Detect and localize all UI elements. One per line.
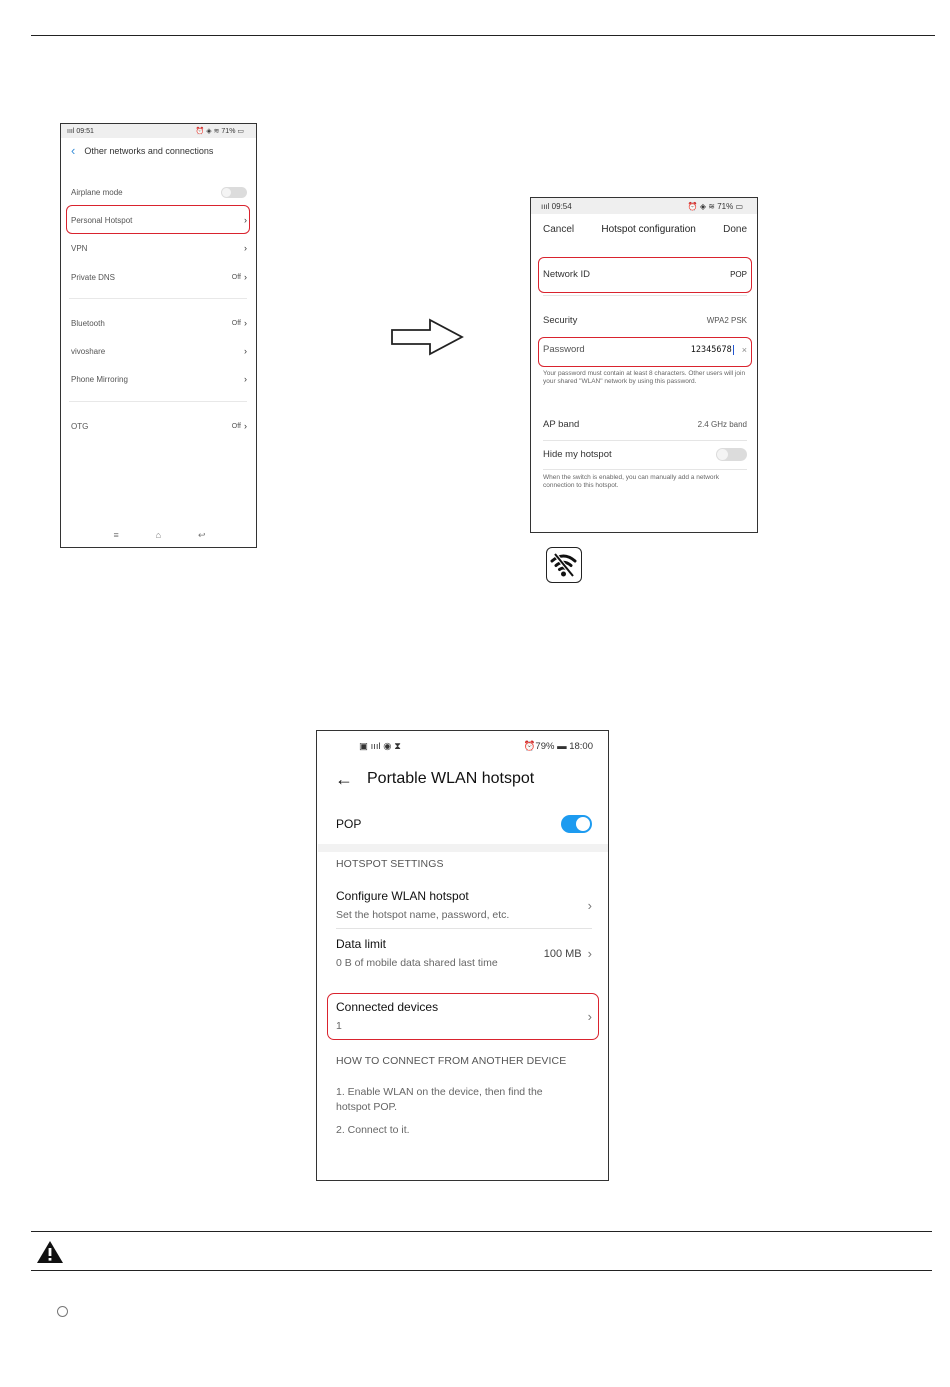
status-time: 09:54 bbox=[551, 201, 572, 211]
status-icons: ⏰ ◈ ≋ bbox=[687, 201, 718, 211]
divider bbox=[543, 469, 747, 470]
phone-screenshot-network-settings bbox=[60, 123, 257, 548]
row-label: OTG bbox=[71, 421, 89, 431]
item-subtitle: 0 B of mobile data shared last time bbox=[336, 957, 498, 969]
highlight-password bbox=[538, 337, 752, 367]
row-label: AP band bbox=[543, 419, 580, 430]
row-label: Password bbox=[543, 344, 585, 355]
signal-icon: ıııl bbox=[541, 201, 552, 211]
phone-screenshot-portable-hotspot bbox=[316, 730, 609, 1181]
page-header bbox=[335, 770, 534, 788]
hide-hotspot-toggle[interactable] bbox=[716, 448, 747, 461]
row-label: Private DNS bbox=[71, 272, 116, 282]
highlight-network-id bbox=[538, 257, 752, 293]
chevron-right-icon: › bbox=[244, 346, 247, 356]
status-bar bbox=[531, 198, 757, 214]
item-title: Data limit bbox=[336, 937, 387, 951]
top-rule bbox=[31, 35, 935, 36]
back-arrow-icon[interactable]: ← bbox=[335, 769, 353, 789]
chevron-right-icon: › bbox=[587, 946, 592, 961]
airplane-mode-row[interactable] bbox=[69, 182, 249, 202]
airplane-mode-toggle[interactable] bbox=[221, 187, 247, 198]
battery-icon: ▬ bbox=[557, 741, 567, 752]
status-bar bbox=[61, 124, 256, 138]
chevron-right-icon: › bbox=[244, 421, 247, 431]
ap-band-value: 2.4 GHz band bbox=[697, 420, 747, 429]
hotspot-toggle-row[interactable] bbox=[336, 815, 592, 833]
item-title: Connected devices bbox=[336, 1000, 439, 1014]
back-icon[interactable]: ↩ bbox=[197, 530, 206, 540]
wifi-off-icon bbox=[546, 547, 582, 583]
chevron-right-icon: › bbox=[244, 215, 247, 225]
chevron-right-icon: › bbox=[244, 318, 247, 328]
page-title: Hotspot configuration bbox=[601, 224, 696, 235]
row-label: Phone Mirroring bbox=[71, 374, 128, 384]
status-icons: ⏰ ◈ ≋ bbox=[195, 128, 222, 135]
section-header: HOTSPOT SETTINGS bbox=[336, 858, 444, 870]
row-value: Off bbox=[231, 319, 241, 327]
divider bbox=[69, 298, 247, 299]
hotspot-toggle[interactable] bbox=[561, 815, 592, 833]
section-spacer bbox=[318, 844, 609, 852]
row-label: Personal Hotspot bbox=[71, 215, 133, 225]
hide-hotspot-hint: When the switch is enabled, you can manually add a network connection to this hotspot. bbox=[543, 474, 719, 489]
battery-icon: ▭ bbox=[735, 201, 743, 211]
vivoshare-row[interactable] bbox=[69, 341, 249, 361]
row-label: Network ID bbox=[543, 269, 590, 280]
item-subtitle: Set the hotspot name, password, etc. bbox=[336, 909, 510, 921]
chevron-right-icon: › bbox=[587, 898, 592, 913]
page-title: Other networks and connections bbox=[84, 146, 214, 156]
phone-screenshot-hotspot-configuration bbox=[530, 197, 758, 533]
divider bbox=[69, 401, 247, 402]
alarm-icon: ⏰ bbox=[523, 741, 536, 752]
home-icon[interactable]: ⌂ bbox=[155, 530, 162, 540]
page-title: Portable WLAN hotspot bbox=[367, 770, 535, 787]
divider bbox=[543, 295, 747, 296]
row-label: vivoshare bbox=[71, 346, 106, 356]
cancel-button[interactable]: Cancel bbox=[543, 224, 575, 235]
battery-level: 71% bbox=[717, 201, 734, 211]
chevron-right-icon: › bbox=[587, 1009, 592, 1024]
data-limit-item[interactable] bbox=[336, 937, 592, 970]
item-title: Configure WLAN hotspot bbox=[336, 889, 469, 903]
status-bar bbox=[359, 741, 593, 752]
instruction-step: 2. Connect to it. bbox=[336, 1124, 410, 1136]
security-row[interactable] bbox=[543, 315, 747, 326]
security-value: WPA2 PSK bbox=[706, 316, 747, 325]
chevron-right-icon: › bbox=[244, 374, 247, 384]
configure-hotspot-item[interactable] bbox=[336, 889, 592, 922]
otg-row[interactable] bbox=[69, 416, 249, 436]
signal-icons: ▣ ıııl ◉ ⧗ bbox=[359, 741, 401, 752]
row-label: Bluetooth bbox=[71, 318, 105, 328]
clear-icon[interactable]: × bbox=[741, 344, 747, 355]
status-time: 18:00 bbox=[569, 741, 593, 752]
warning-bottom-rule bbox=[31, 1270, 932, 1271]
highlight-connected-devices bbox=[327, 993, 599, 1040]
row-label: Hide my hotspot bbox=[543, 449, 612, 460]
bluetooth-row[interactable] bbox=[69, 313, 249, 333]
signal-icon: ıııl bbox=[67, 127, 77, 135]
row-label: Airplane mode bbox=[71, 187, 123, 197]
bullet-circle bbox=[57, 1306, 68, 1317]
battery-level: 79% bbox=[535, 741, 555, 752]
phone-mirroring-row[interactable] bbox=[69, 369, 249, 389]
password-hint: Your password must contain at least 8 characters. Other users will join your shared "WLAN" network by using this password. bbox=[543, 370, 746, 385]
ap-band-row[interactable] bbox=[543, 419, 747, 430]
password-input[interactable]: 12345678 bbox=[690, 344, 732, 355]
status-time: 09:51 bbox=[76, 127, 94, 135]
highlight-personal-hotspot bbox=[66, 205, 250, 234]
hide-hotspot-row[interactable] bbox=[543, 448, 747, 461]
data-limit-value: 100 MB bbox=[543, 947, 582, 960]
battery-icon: ▭ bbox=[237, 128, 244, 135]
page-header bbox=[71, 143, 214, 158]
navigation-bar bbox=[61, 530, 257, 541]
battery-level: 71% bbox=[221, 128, 236, 135]
vpn-row[interactable] bbox=[69, 238, 249, 258]
row-value: Off bbox=[231, 273, 241, 281]
warning-icon bbox=[36, 1240, 64, 1264]
row-value: Off bbox=[231, 422, 241, 430]
instruction-step: 1. Enable WLAN on the device, then find the hotspot POP. bbox=[336, 1086, 543, 1113]
warning-top-rule bbox=[31, 1231, 932, 1232]
private-dns-row[interactable] bbox=[69, 267, 249, 287]
back-chevron-icon[interactable]: ‹ bbox=[71, 143, 76, 158]
menu-icon[interactable]: ≡ bbox=[113, 530, 119, 540]
network-id-value[interactable]: POP bbox=[730, 270, 747, 279]
section-header: HOW TO CONNECT FROM ANOTHER DEVICE bbox=[336, 1055, 567, 1067]
row-label: VPN bbox=[71, 243, 88, 253]
divider bbox=[543, 440, 747, 441]
divider bbox=[336, 928, 592, 929]
chevron-right-icon: › bbox=[244, 243, 247, 253]
hotspot-name: POP bbox=[336, 817, 362, 831]
row-label: Security bbox=[543, 315, 578, 326]
arrow-right-icon bbox=[390, 318, 466, 356]
config-header bbox=[543, 224, 747, 235]
done-button[interactable]: Done bbox=[723, 224, 747, 235]
chevron-right-icon: › bbox=[244, 272, 247, 282]
connected-count: 1 bbox=[336, 1020, 342, 1032]
